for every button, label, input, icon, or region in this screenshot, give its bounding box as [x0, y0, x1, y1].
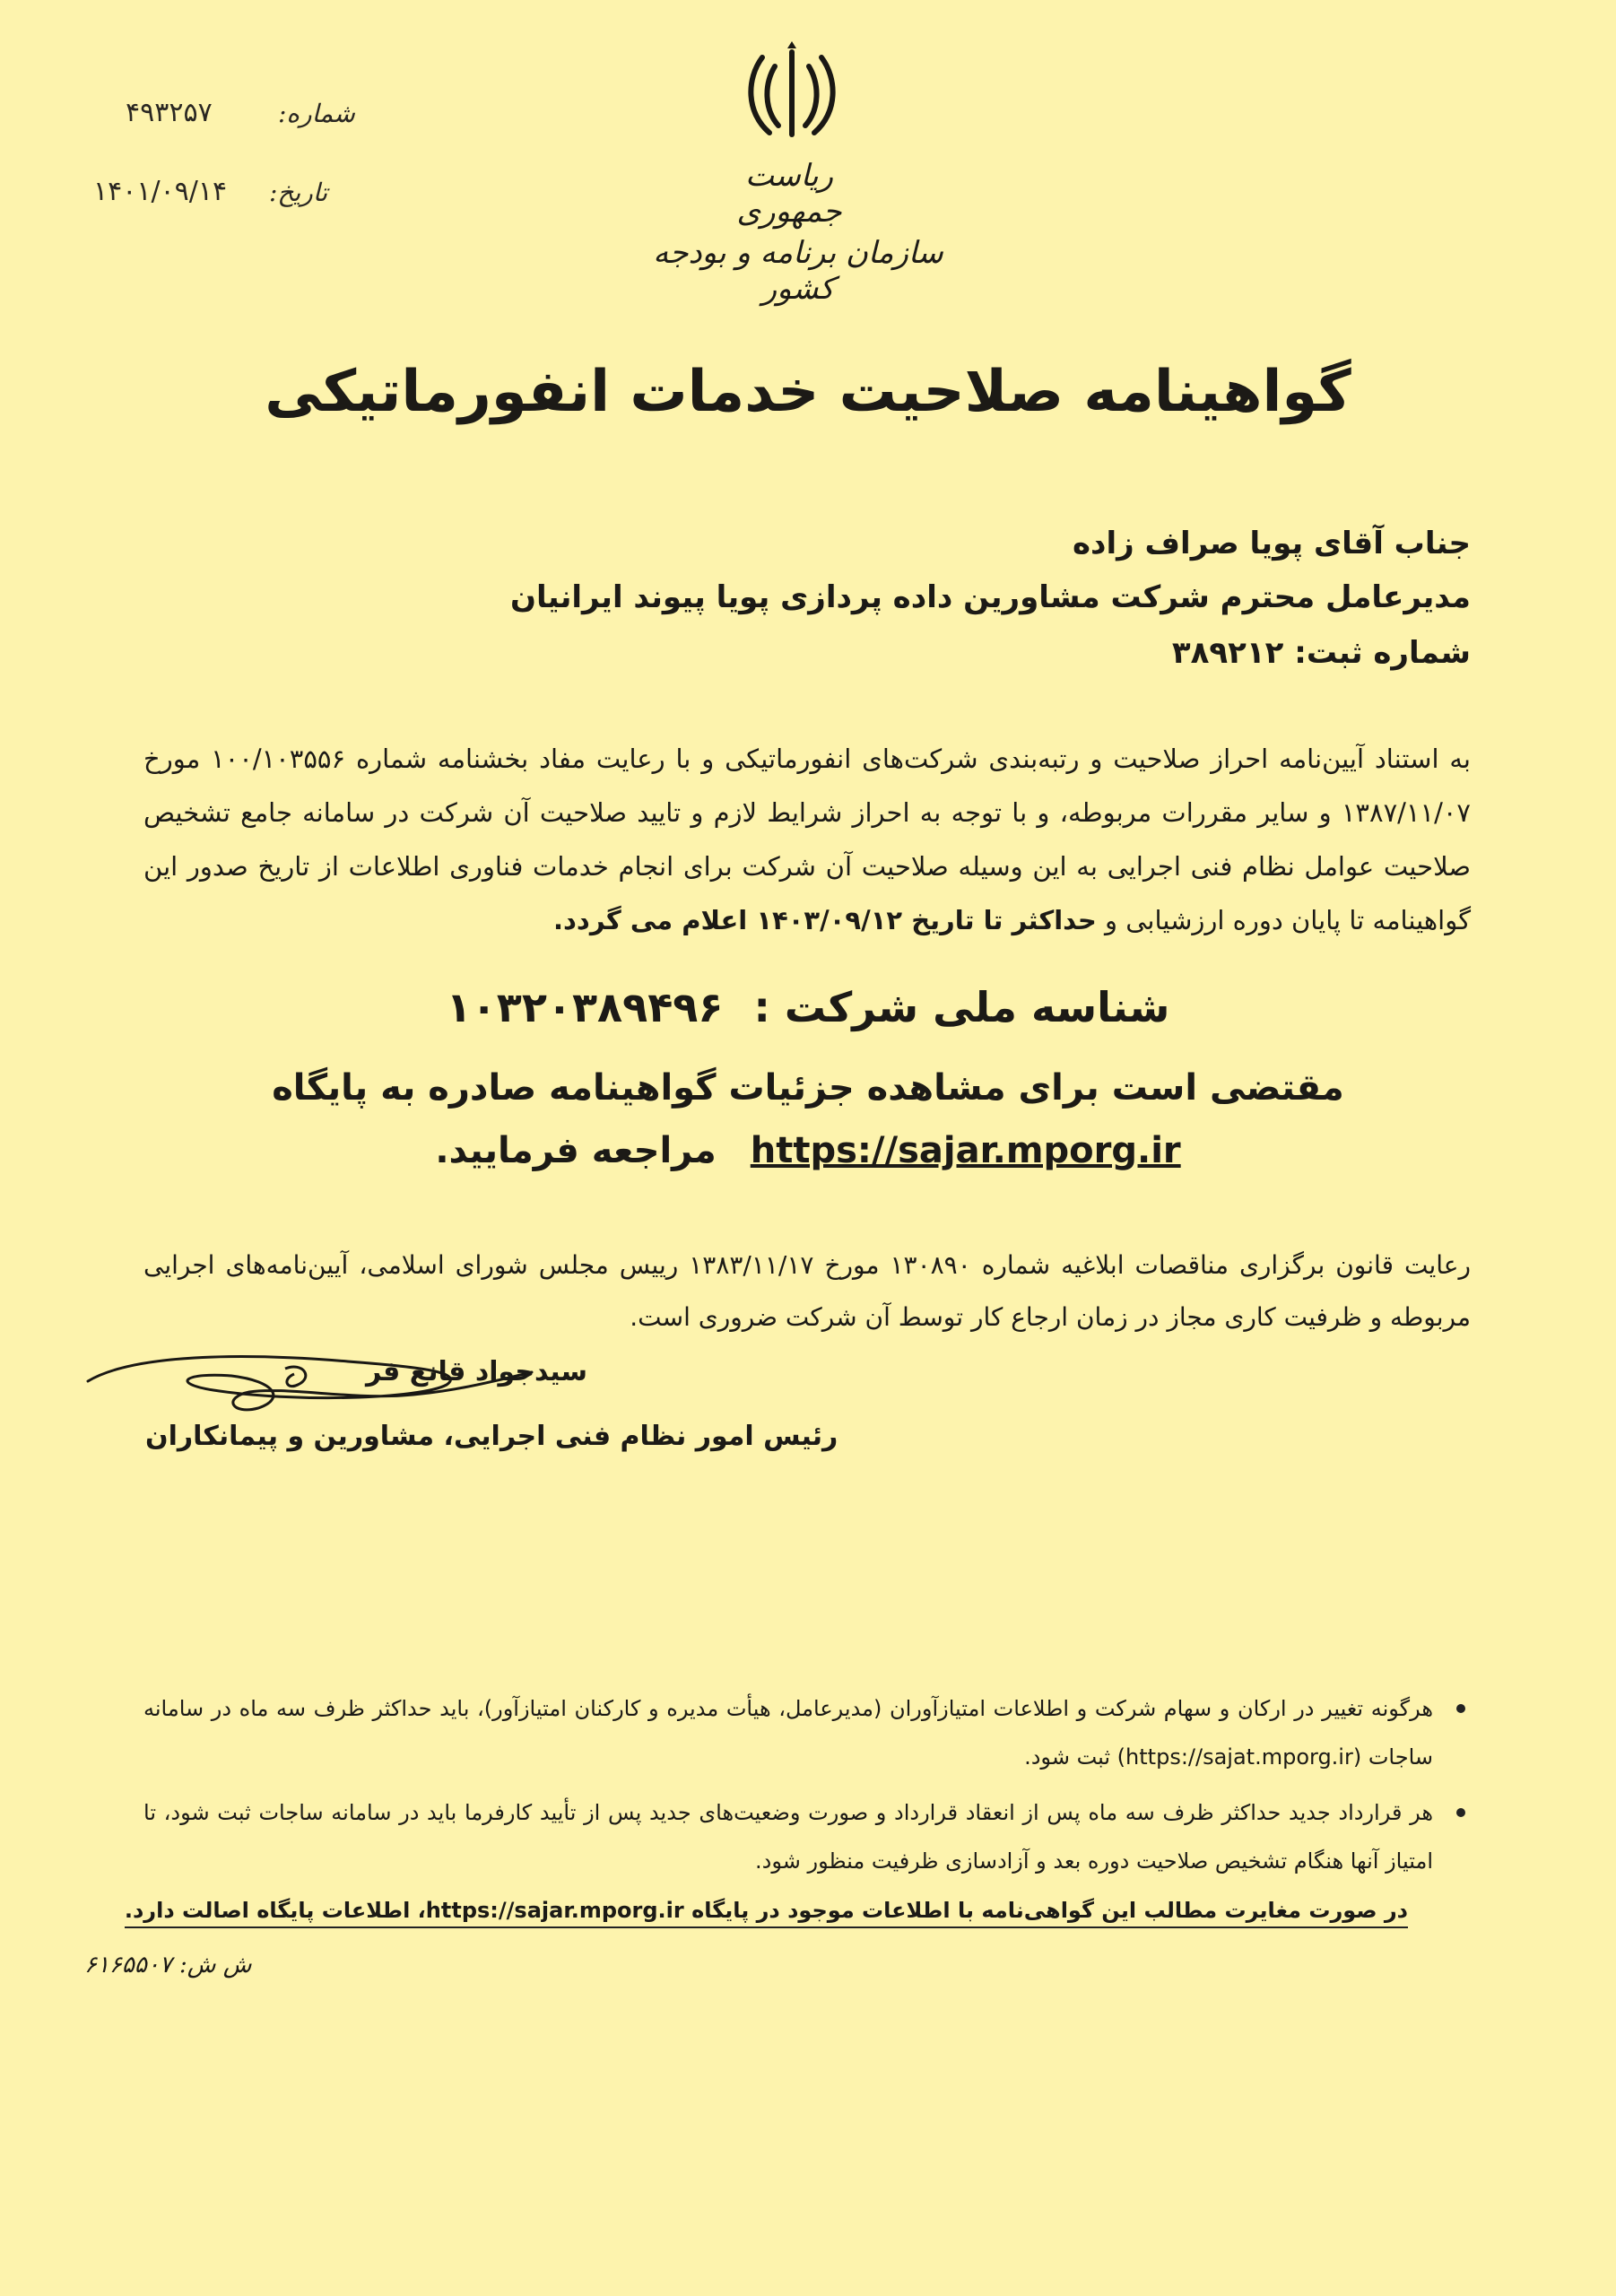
footnote-item	[143, 1684, 1471, 1781]
addressee-position: مدیرعامل محترم شرکت مشاورین داده پردازی پویا پیوند ایرانیان	[509, 579, 1471, 615]
national-id-line	[0, 983, 1616, 1031]
letter-number-value: ۴۹۳۲۵۷	[126, 97, 213, 128]
certificate-title: گواهینامه صلاحیت خدمات انفورماتیکی	[265, 359, 1351, 425]
footnote-text: هر قرارداد جدید حداکثر ظرف سه ماه پس از انعقاد قرارداد و صورت وضعیت‌های جدید پس از تأیید کارفرما باید در سامانه ساجات ثبت شود، تا امتیاز آنها هنگام تشخیص صلاحیت دوره بعد و آزادسازی ظرفیت منظور شود.	[143, 1800, 1433, 1874]
addressee-name: جناب آقای پویا صراف زاده	[1072, 526, 1471, 561]
letter-number-label: شماره:	[278, 99, 355, 128]
signatory-title: رئیس امور نظام فنی اجرایی، مشاورین و پیمانکاران	[145, 1421, 838, 1452]
certificate-body	[143, 732, 1471, 947]
signatory-name: سیدجواد قانع فر	[366, 1356, 588, 1387]
footnote-text: هرگونه تغییر در ارکان و سهام شرکت و اطلاعات امتیازآوران (مدیرعامل، هیأت مدیره و کارکنان امتیازآور)، باید حداکثر ظرف سه ماه در سامانه ساجات (https://sajat.mporg.ir) ثبت شود.	[143, 1696, 1433, 1770]
letter-date-label: تاریخ:	[269, 178, 328, 207]
notice-line-1: مقتضی است برای مشاهده جزئیات گواهینامه صادره به پایگاه	[272, 1067, 1344, 1109]
body-validity-date: حداکثر تا تاریخ ۱۴۰۳/۰۹/۱۲ اعلام می گردد.	[553, 905, 1097, 935]
sajar-link[interactable]: https://sajar.mporg.ir	[750, 1130, 1181, 1171]
compliance-note: رعایت قانون برگزاری مناقصات ابلاغیه شماره ۱۳۰۸۹۰ مورخ ۱۳۸۳/۱۱/۱۷ رییس مجلس شورای اسلامی، آیین‌نامه‌های اجرایی مربوطه و ظرفیت کاری مجاز در زمان ارجاع کار توسط آن شرکت ضروری است.	[143, 1250, 1472, 1332]
notice-suffix: مراجعه فرمایید.	[435, 1130, 717, 1171]
national-id-label: شناسه ملی شرکت :	[753, 983, 1170, 1031]
letter-date-value: ۱۴۰۱/۰۹/۱۴	[93, 176, 228, 207]
footnotes-list	[143, 1684, 1471, 1892]
org-presidency: ریاست جمهوری	[736, 158, 842, 230]
footnote-item	[143, 1788, 1471, 1885]
footer-serial: ش ش: ۶۱۶۵۵۰۷	[84, 1952, 252, 1979]
authenticity-warning: در صورت مغایرت مطالب این گواهی‌نامه با اطلاعات موجود در پایگاه https://sajar.mporg.ir، اطلاعات پایگاه اصالت دارد.	[125, 1898, 1408, 1928]
national-id-value: ۱۰۳۲۰۳۸۹۴۹۶	[446, 983, 724, 1031]
iran-emblem-icon	[743, 39, 841, 147]
notice-line-2	[0, 1130, 1616, 1171]
bullet-icon	[1456, 1704, 1465, 1713]
body-text: به استناد آیین‌نامه احراز صلاحیت و رتبه‌بندی شرکت‌های انفورماتیکی و با رعایت مفاد بخشنامه شماره ۱۰۰/۱۰۳۵۵۶ مورخ ۱۳۸۷/۱۱/۰۷ و سایر مقررات مربوطه، و با توجه به احراز شرایط لازم و تایید صلاحیت آن شرکت در سامانه جامع تشخیص صلاحیت عوامل نظام فنی اجرایی به این وسیله صلاحیت آن شرکت برای انجام خدمات فناوری اطلاعات از تاریخ صدور این گواهینامه تا پایان دوره ارزشیابی و	[143, 744, 1471, 935]
org-plan-budget: سازمان برنامه و بودجه کشور	[653, 235, 943, 307]
bullet-icon	[1456, 1808, 1465, 1817]
registration-number: شماره ثبت: ۳۸۹۲۱۲	[1171, 635, 1471, 671]
